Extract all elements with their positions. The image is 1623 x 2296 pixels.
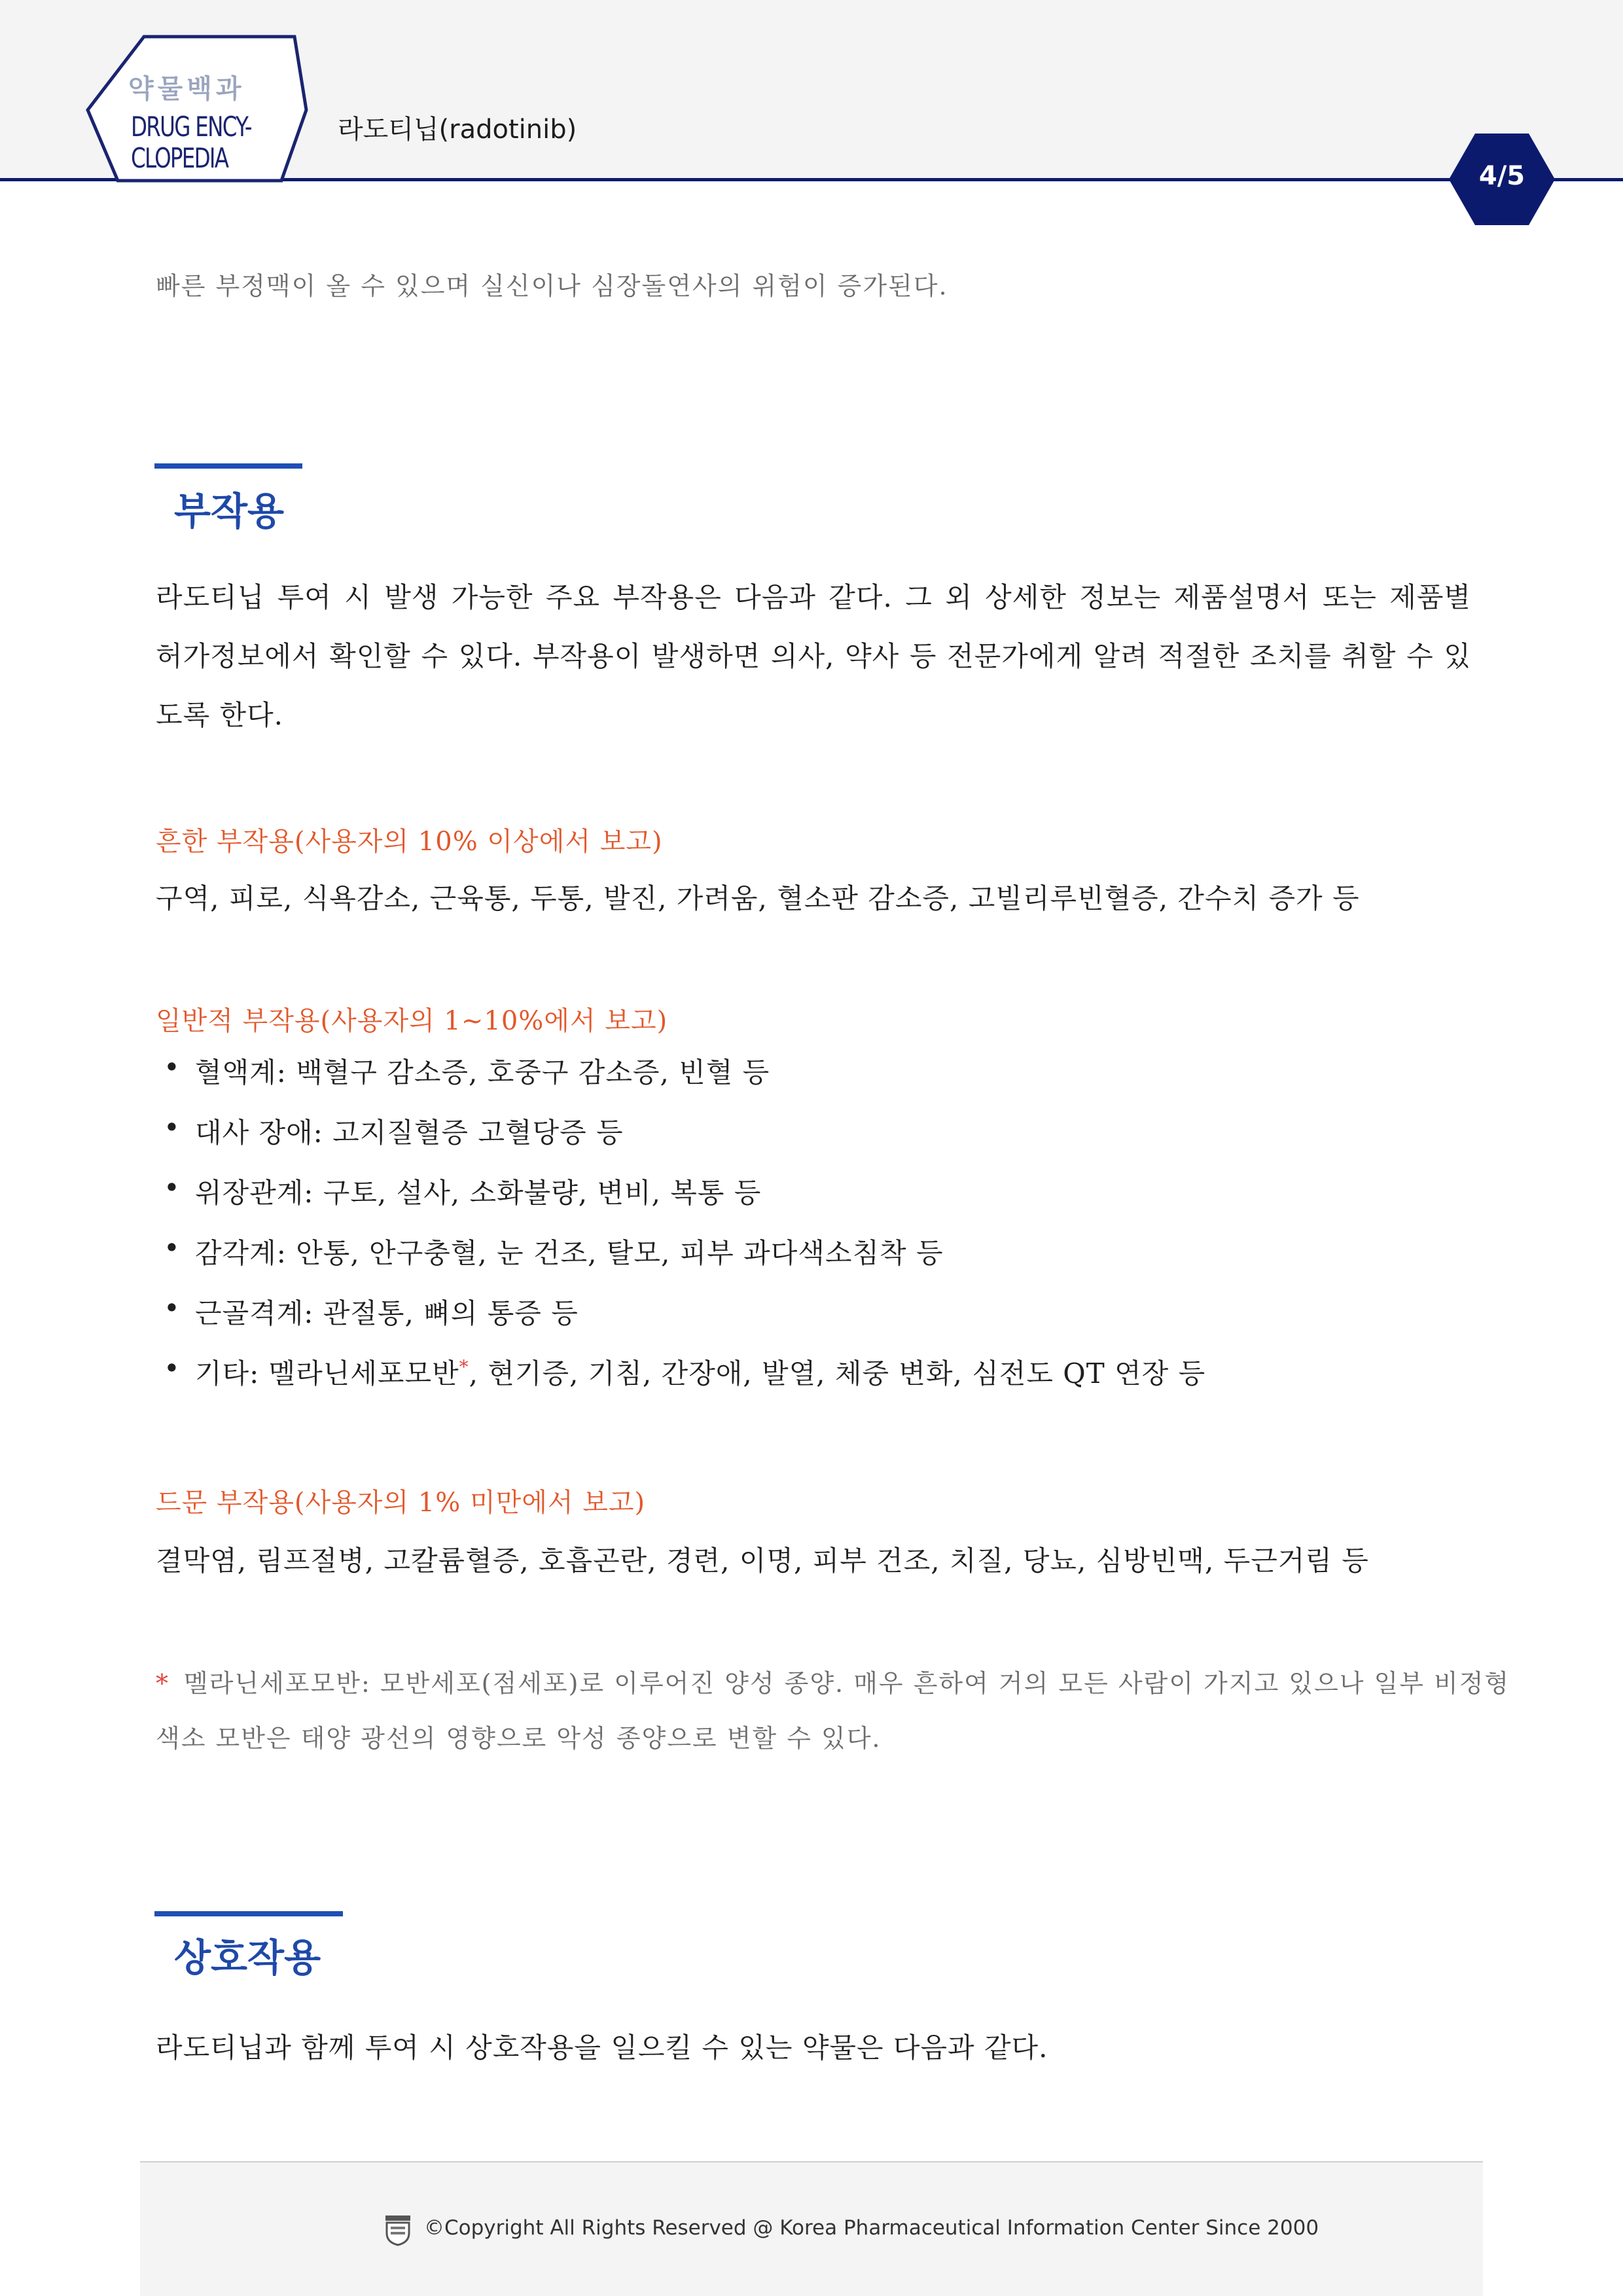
general-side-effects-heading: 일반적 부작용(사용자의 1~10%에서 보고) bbox=[156, 1006, 668, 1036]
section-rule-interactions bbox=[154, 1911, 343, 1916]
kpic-emblem-icon bbox=[383, 2214, 412, 2246]
list-item bbox=[156, 1352, 1465, 1412]
list-item-text bbox=[195, 1352, 1205, 1391]
list-item bbox=[156, 1051, 1465, 1111]
list-item-text: 감각계: 안통, 안구충혈, 눈 건조, 탈모, 피부 과다색소침착 등 bbox=[195, 1237, 944, 1269]
footnote bbox=[156, 1656, 1510, 1766]
common-side-effects-list: 구역, 피로, 식욕감소, 근육통, 두통, 발진, 가려움, 혈소판 감소증, 고빌리루빈혈증, 간수치 증가 등 bbox=[156, 882, 1360, 914]
list-item-text: 대사 장애: 고지질혈증 고혈당증 등 bbox=[195, 1117, 624, 1149]
footnote-asterisk-icon: * bbox=[156, 1669, 169, 1698]
intro-line: 도록 한다. bbox=[156, 699, 283, 731]
document-title: 라도티닙(radotinib) bbox=[338, 115, 577, 145]
footnote-text: 멜라닌세포모반: 모반세포(점세포)로 이루어진 양성 종양. 매우 흔하여 거의 모든 사람이 가지고 있으나 일부 비정형 bbox=[184, 1669, 1510, 1698]
logo-korean-text: 약물백과 bbox=[128, 74, 245, 104]
list-item-text-after: , 현기증, 기침, 간장애, 발열, 체중 변화, 심전도 QT 연장 등 bbox=[469, 1357, 1206, 1390]
rare-side-effects-list: 결막염, 림프절병, 고칼륨혈증, 호흡곤란, 경련, 이명, 피부 건조, 치질, 당뇨, 심방빈맥, 두근거림 등 bbox=[156, 1545, 1369, 1577]
footer-copyright: ©Copyright All Rights Reserved @ Korea Pharmaceutical Information Center Since 2000 bbox=[424, 2216, 1319, 2240]
list-item bbox=[156, 1292, 1465, 1352]
logo-english-line1: DRUG ENCY- bbox=[131, 111, 251, 143]
side-effects-intro bbox=[156, 568, 1471, 745]
list-item-text: 위장관계: 구토, 설사, 소화불량, 변비, 복통 등 bbox=[195, 1177, 762, 1209]
logo-english-text bbox=[131, 111, 272, 174]
logo-english-line2: CLOPEDIA bbox=[131, 142, 228, 174]
section-rule-side-effects bbox=[154, 463, 302, 469]
intro-line: 라도티닙 투여 시 발생 가능한 주요 부작용은 다음과 같다. 그 외 상세한 정보는 제품설명서 또는 제품별 bbox=[156, 581, 1471, 613]
page-indicator: 4/5 bbox=[1478, 161, 1525, 191]
list-item-text-before: 기타: 멜라닌세포모반 bbox=[195, 1357, 459, 1390]
bullet-icon: • bbox=[164, 1051, 181, 1083]
list-item-text: 혈액계: 백혈구 감소증, 호중구 감소증, 빈혈 등 bbox=[195, 1056, 770, 1088]
bullet-icon: • bbox=[164, 1232, 181, 1264]
bullet-icon: • bbox=[164, 1292, 181, 1324]
list-item bbox=[156, 1232, 1465, 1292]
section-title-interactions: 상호작용 bbox=[174, 1935, 321, 1980]
bullet-icon: • bbox=[164, 1111, 181, 1143]
bullet-icon: • bbox=[164, 1172, 181, 1204]
bullet-icon: • bbox=[164, 1352, 181, 1384]
carryover-text: 빠른 부정맥이 올 수 있으며 실신이나 심장돌연사의 위험이 증가된다. bbox=[156, 272, 948, 300]
section-title-side-effects: 부작용 bbox=[174, 489, 285, 533]
list-item-text: 근골격계: 관절통, 뼈의 통증 등 bbox=[195, 1297, 579, 1329]
list-item bbox=[156, 1172, 1465, 1232]
rare-side-effects-heading: 드문 부작용(사용자의 1% 미만에서 보고) bbox=[156, 1488, 646, 1518]
general-side-effects-list bbox=[156, 1051, 1465, 1412]
interactions-intro: 라도티닙과 함께 투여 시 상호작용을 일으킬 수 있는 약물은 다음과 같다. bbox=[156, 2032, 1048, 2064]
footnote-line bbox=[156, 1656, 1510, 1711]
common-side-effects-heading: 흔한 부작용(사용자의 10% 이상에서 보고) bbox=[156, 827, 663, 857]
footnote-line: 색소 모반은 태양 광선의 영향으로 악성 종양으로 변할 수 있다. bbox=[156, 1724, 882, 1753]
intro-line: 허가정보에서 확인할 수 있다. 부작용이 발생하면 의사, 약사 등 전문가에게 알려 적절한 조치를 취할 수 있 bbox=[156, 640, 1471, 672]
list-item bbox=[156, 1111, 1465, 1172]
footnote-asterisk-icon: * bbox=[459, 1356, 469, 1378]
